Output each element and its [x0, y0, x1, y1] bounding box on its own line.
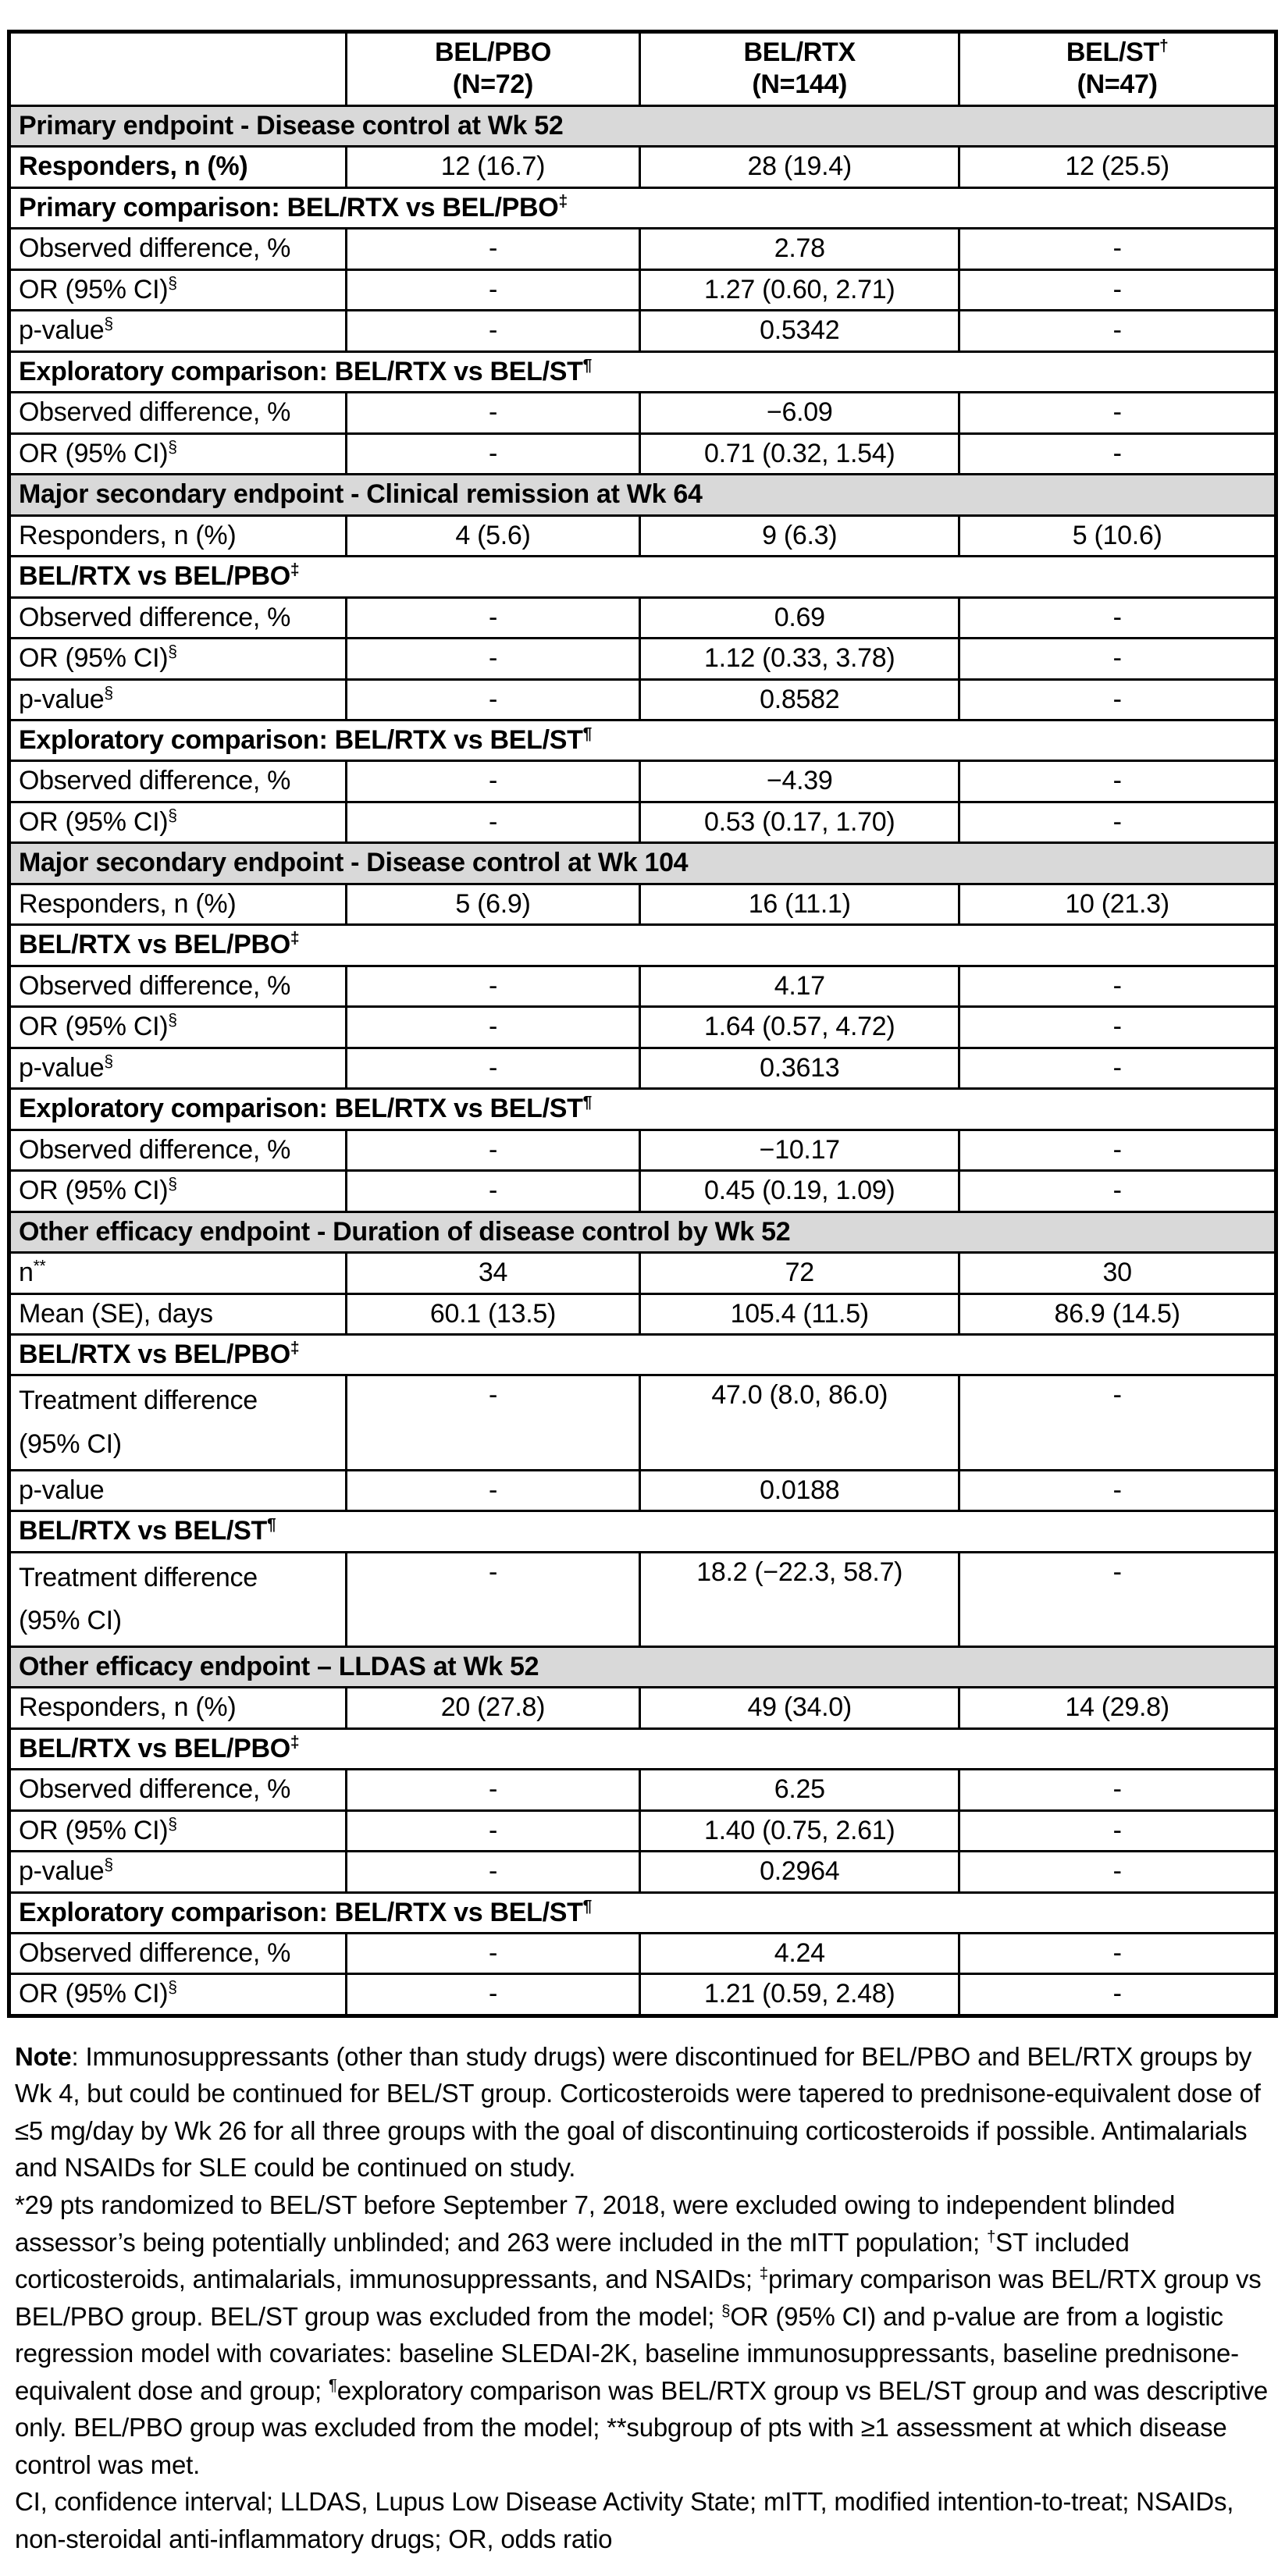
- value-cell: -: [959, 679, 1276, 720]
- footnote-marker: ‡: [759, 2265, 768, 2283]
- footnote-marker: ‡: [290, 1733, 300, 1752]
- value-cell: -: [346, 229, 640, 269]
- footnote-marker: ¶: [582, 1093, 593, 1112]
- value-cell: 4.24: [640, 1934, 959, 1974]
- row-label: Observed difference, %: [9, 1130, 347, 1170]
- subsection-row: [9, 1728, 1276, 1769]
- row-label: Observed difference, %: [9, 229, 347, 269]
- subsection-label: BEL/RTX vs BEL/PBO‡: [9, 557, 1276, 597]
- header-cell-bel-st: [959, 32, 1276, 106]
- value-cell: 0.0188: [640, 1470, 959, 1510]
- value-cell: 20 (27.8): [346, 1688, 640, 1728]
- value-cell: 1.64 (0.57, 4.72): [640, 1007, 959, 1048]
- value-cell: -: [959, 1934, 1276, 1974]
- section-label: Major secondary endpoint - Clinical remission at Wk 64: [9, 475, 1276, 515]
- footnote-marker: ¶: [266, 1515, 276, 1534]
- data-row: [9, 884, 1276, 924]
- section-row: [9, 1212, 1276, 1252]
- footnote-marker: ‡: [290, 1339, 300, 1357]
- value-cell: 4.17: [640, 966, 959, 1006]
- section-row: [9, 105, 1276, 146]
- value-cell: 34: [346, 1253, 640, 1293]
- value-cell: -: [346, 761, 640, 802]
- value-cell: 12 (16.7): [346, 147, 640, 187]
- value-cell: -: [959, 639, 1276, 679]
- value-cell: -: [959, 1375, 1276, 1470]
- footnote-paragraph-1: Note: Immunosuppressants (other than study drugs) were discontinued for BEL/PBO and BEL/RTX groups by Wk 4, but could be continued for BEL/ST group. Corticosteroids were tapered to prednisone-equivalent dose of ≤5 mg/day by Wk 26 for all three groups with the goal of discontinuing corticosteroids if possible. Antimalarials and NSAIDs for SLE could be continued on study.: [15, 2041, 1261, 2183]
- value-cell: 2.78: [640, 229, 959, 269]
- value-cell: 105.4 (11.5): [640, 1293, 959, 1334]
- row-label: Observed difference, %: [9, 393, 347, 433]
- row-label: p-value: [9, 1470, 347, 1510]
- value-cell: -: [346, 1934, 640, 1974]
- value-cell: 1.21 (0.59, 2.48): [640, 1974, 959, 2016]
- data-row: [9, 433, 1276, 474]
- subsection-label: Exploratory comparison: BEL/RTX vs BEL/ST¶: [9, 351, 1276, 392]
- footnote-marker: †: [986, 2227, 996, 2246]
- value-cell: -: [959, 761, 1276, 802]
- value-cell: -: [959, 269, 1276, 310]
- data-row: [9, 269, 1276, 310]
- row-label: OR (95% CI)§: [9, 433, 347, 474]
- value-cell: 0.8582: [640, 679, 959, 720]
- section-row: [9, 475, 1276, 515]
- footnote-marker: §: [104, 1052, 113, 1071]
- data-row: [9, 1375, 1276, 1470]
- value-cell: -: [959, 1171, 1276, 1212]
- value-cell: 60.1 (13.5): [346, 1293, 640, 1334]
- value-cell: -: [959, 597, 1276, 638]
- data-row: [9, 1470, 1276, 1510]
- row-label: Responders, n (%): [9, 515, 347, 556]
- value-cell: 10 (21.3): [959, 884, 1276, 924]
- data-row: [9, 1293, 1276, 1334]
- row-label: OR (95% CI)§: [9, 269, 347, 310]
- footnote-marker: §: [168, 642, 177, 661]
- footnote-marker: §: [104, 684, 113, 703]
- value-cell: -: [346, 1852, 640, 1892]
- header-row: [9, 32, 1276, 106]
- value-cell: 1.12 (0.33, 3.78): [640, 639, 959, 679]
- subsection-label: Exploratory comparison: BEL/RTX vs BEL/ST¶: [9, 1892, 1276, 1933]
- value-cell: 30: [959, 1253, 1276, 1293]
- value-cell: 28 (19.4): [640, 147, 959, 187]
- row-label: OR (95% CI)§: [9, 1974, 347, 2016]
- row-label: Responders, n (%): [9, 1688, 347, 1728]
- footnote-marker: ¶: [582, 356, 593, 375]
- value-cell: -: [346, 1007, 640, 1048]
- value-cell: 0.45 (0.19, 1.09): [640, 1171, 959, 1212]
- value-cell: 14 (29.8): [959, 1688, 1276, 1728]
- value-cell: -: [346, 433, 640, 474]
- data-row: [9, 1253, 1276, 1293]
- value-cell: -: [346, 802, 640, 842]
- footnote-marker: §: [168, 1815, 177, 1834]
- row-label: Mean (SE), days: [9, 1293, 347, 1334]
- footnote-marker: ¶: [582, 724, 593, 743]
- header-cell-bel-pbo: [346, 32, 640, 106]
- data-row: [9, 147, 1276, 187]
- subsection-label: BEL/RTX vs BEL/PBO‡: [9, 1728, 1276, 1769]
- group-n: (N=47): [1077, 69, 1158, 100]
- row-label: OR (95% CI)§: [9, 1810, 347, 1851]
- data-row: [9, 1130, 1276, 1170]
- data-row: [9, 311, 1276, 351]
- footnote-marker: §: [104, 315, 113, 333]
- data-row: [9, 1974, 1276, 2016]
- subsection-row: [9, 557, 1276, 597]
- value-cell: -: [346, 639, 640, 679]
- value-cell: -: [959, 1852, 1276, 1892]
- value-cell: 18.2 (−22.3, 58.7): [640, 1552, 959, 1646]
- data-row: [9, 639, 1276, 679]
- value-cell: -: [346, 311, 640, 351]
- footnote-marker: ‡: [290, 560, 300, 579]
- data-row: [9, 1552, 1276, 1646]
- footnote-marker: §: [168, 1011, 177, 1030]
- footnote-marker: ¶: [328, 2375, 337, 2394]
- value-cell: 0.5342: [640, 311, 959, 351]
- value-cell: 49 (34.0): [640, 1688, 959, 1728]
- value-cell: -: [346, 1130, 640, 1170]
- value-cell: -: [346, 1770, 640, 1810]
- value-cell: -: [959, 1974, 1276, 2016]
- value-cell: -: [346, 597, 640, 638]
- footnote-marker: §: [104, 1856, 113, 1874]
- row-label: Observed difference, %: [9, 1770, 347, 1810]
- row-label: p-value§: [9, 679, 347, 720]
- footnote-marker: ¶: [582, 1897, 593, 1916]
- value-cell: -: [959, 1007, 1276, 1048]
- subsection-row: [9, 187, 1276, 228]
- value-cell: -: [959, 1130, 1276, 1170]
- subsection-label: BEL/RTX vs BEL/PBO‡: [9, 1335, 1276, 1375]
- value-cell: −6.09: [640, 393, 959, 433]
- data-row: [9, 1852, 1276, 1892]
- subsection-label: Exploratory comparison: BEL/RTX vs BEL/ST¶: [9, 1089, 1276, 1130]
- subsection-row: [9, 351, 1276, 392]
- group-footnote-marker: †: [1159, 37, 1169, 55]
- value-cell: -: [346, 1048, 640, 1088]
- header-cell-bel-rtx: [640, 32, 959, 106]
- value-cell: -: [346, 1470, 640, 1510]
- value-cell: -: [346, 1974, 640, 2016]
- header-corner-cell: [9, 32, 347, 106]
- value-cell: −10.17: [640, 1130, 959, 1170]
- results-table-body: [9, 105, 1276, 2016]
- group-name: BEL/PBO: [434, 37, 551, 67]
- value-cell: 6.25: [640, 1770, 959, 1810]
- data-row: [9, 802, 1276, 842]
- row-label: OR (95% CI)§: [9, 802, 347, 842]
- data-row: [9, 229, 1276, 269]
- value-cell: -: [959, 1048, 1276, 1088]
- value-cell: -: [959, 1470, 1276, 1510]
- data-row: [9, 761, 1276, 802]
- footnote-marker: §: [168, 806, 177, 825]
- row-label: n**: [9, 1253, 347, 1293]
- data-row: [9, 1770, 1276, 1810]
- row-label: Responders, n (%): [9, 884, 347, 924]
- value-cell: -: [346, 269, 640, 310]
- value-cell: 1.27 (0.60, 2.71): [640, 269, 959, 310]
- row-label: OR (95% CI)§: [9, 1171, 347, 1212]
- row-label: Observed difference, %: [9, 597, 347, 638]
- row-label: Observed difference, %: [9, 761, 347, 802]
- footnote-paragraph-2: *29 pts randomized to BEL/ST before September 7, 2018, were excluded owing to independent blinded assessor’s being potentially unblinded; and 263 were included in the mITT population; †ST included corticosteroids, antimalarials, immunosuppressants, and NSAIDs; ‡primary comparison was BEL/RTX group vs BEL/PBO group. BEL/ST group was excluded from the model; §OR (95% CI) and p-value are from a logistic regression model with covariates: baseline SLEDAI-2K, baseline immunosuppressants, baseline prednisone-equivalent dose and group; ¶exploratory comparison was BEL/RTX group vs BEL/ST group and was descriptive only. BEL/PBO group was excluded from the model; **subgroup of pts with ≥1 assessment at which disease control was met.: [15, 2190, 1269, 2479]
- subsection-label: BEL/RTX vs BEL/PBO‡: [9, 925, 1276, 966]
- value-cell: -: [959, 966, 1276, 1006]
- data-row: [9, 1007, 1276, 1048]
- row-label: Responders, n (%): [9, 147, 347, 187]
- value-cell: 0.69: [640, 597, 959, 638]
- value-cell: -: [346, 966, 640, 1006]
- data-row: [9, 1810, 1276, 1851]
- value-cell: 0.3613: [640, 1048, 959, 1088]
- value-cell: -: [959, 311, 1276, 351]
- footnote-marker: §: [721, 2301, 731, 2320]
- group-name: BEL/RTX: [743, 37, 856, 67]
- footnotes: [7, 2038, 1278, 2557]
- subsection-row: [9, 925, 1276, 966]
- value-cell: -: [346, 679, 640, 720]
- value-cell: 47.0 (8.0, 86.0): [640, 1375, 959, 1470]
- subsection-row: [9, 1335, 1276, 1375]
- row-label: Observed difference, %: [9, 1934, 347, 1974]
- subsection-row: [9, 1892, 1276, 1933]
- value-cell: -: [346, 1810, 640, 1851]
- value-cell: -: [346, 1552, 640, 1646]
- row-label: p-value§: [9, 311, 347, 351]
- subsection-label: Exploratory comparison: BEL/RTX vs BEL/ST¶: [9, 720, 1276, 760]
- value-cell: 5 (6.9): [346, 884, 640, 924]
- value-cell: -: [959, 1770, 1276, 1810]
- efficacy-results-table: [7, 30, 1278, 2018]
- section-row: [9, 843, 1276, 884]
- row-label: Treatment difference (95% CI): [9, 1552, 347, 1646]
- value-cell: 1.40 (0.75, 2.61): [640, 1810, 959, 1851]
- value-cell: -: [959, 229, 1276, 269]
- subsection-label: Primary comparison: BEL/RTX vs BEL/PBO‡: [9, 187, 1276, 228]
- section-label: Other efficacy endpoint - Duration of disease control by Wk 52: [9, 1212, 1276, 1252]
- value-cell: −4.39: [640, 761, 959, 802]
- footnote-marker: §: [168, 438, 177, 457]
- row-label: Treatment difference (95% CI): [9, 1375, 347, 1470]
- value-cell: -: [959, 1552, 1276, 1646]
- value-cell: 4 (5.6): [346, 515, 640, 556]
- data-row: [9, 597, 1276, 638]
- footnote-marker: ‡: [558, 192, 568, 211]
- value-cell: 5 (10.6): [959, 515, 1276, 556]
- data-row: [9, 1934, 1276, 1974]
- footnote-marker: §: [168, 274, 177, 293]
- footnote-marker: ‡: [290, 929, 300, 948]
- group-n: (N=144): [752, 69, 848, 100]
- footnote-marker: §: [168, 1175, 177, 1194]
- group-n: (N=72): [452, 69, 533, 100]
- value-cell: 9 (6.3): [640, 515, 959, 556]
- value-cell: -: [959, 433, 1276, 474]
- data-row: [9, 679, 1276, 720]
- data-row: [9, 1048, 1276, 1088]
- value-cell: 0.71 (0.32, 1.54): [640, 433, 959, 474]
- section-row: [9, 1646, 1276, 1687]
- value-cell: -: [346, 1171, 640, 1212]
- value-cell: 12 (25.5): [959, 147, 1276, 187]
- row-label: Observed difference, %: [9, 966, 347, 1006]
- table-header: [9, 32, 1276, 106]
- data-row: [9, 1171, 1276, 1212]
- value-cell: -: [346, 1375, 640, 1470]
- value-cell: -: [959, 393, 1276, 433]
- row-label: p-value§: [9, 1048, 347, 1088]
- section-label: Primary endpoint - Disease control at Wk 52: [9, 105, 1276, 146]
- row-label: p-value§: [9, 1852, 347, 1892]
- data-row: [9, 1688, 1276, 1728]
- section-label: Major secondary endpoint - Disease control at Wk 104: [9, 843, 1276, 884]
- row-label: OR (95% CI)§: [9, 1007, 347, 1048]
- footnote-paragraph-3: CI, confidence interval; LLDAS, Lupus Low Disease Activity State; mITT, modified intention-to-treat; NSAIDs, non-steroidal anti-inflammatory drugs; OR, odds ratio: [15, 2487, 1234, 2553]
- row-label: OR (95% CI)§: [9, 639, 347, 679]
- group-name: BEL/ST: [1066, 37, 1159, 67]
- value-cell: 0.53 (0.17, 1.70): [640, 802, 959, 842]
- value-cell: -: [346, 393, 640, 433]
- subsection-row: [9, 1511, 1276, 1552]
- value-cell: -: [959, 1810, 1276, 1851]
- value-cell: -: [959, 802, 1276, 842]
- subsection-row: [9, 1089, 1276, 1130]
- subsection-row: [9, 720, 1276, 760]
- footnote-marker: §: [168, 1979, 177, 1998]
- data-row: [9, 966, 1276, 1006]
- value-cell: 16 (11.1): [640, 884, 959, 924]
- value-cell: 72: [640, 1253, 959, 1293]
- value-cell: 0.2964: [640, 1852, 959, 1892]
- footnote-marker: **: [33, 1257, 46, 1276]
- value-cell: 86.9 (14.5): [959, 1293, 1276, 1334]
- section-label: Other efficacy endpoint – LLDAS at Wk 52: [9, 1646, 1276, 1687]
- data-row: [9, 393, 1276, 433]
- subsection-label: BEL/RTX vs BEL/ST¶: [9, 1511, 1276, 1552]
- data-row: [9, 515, 1276, 556]
